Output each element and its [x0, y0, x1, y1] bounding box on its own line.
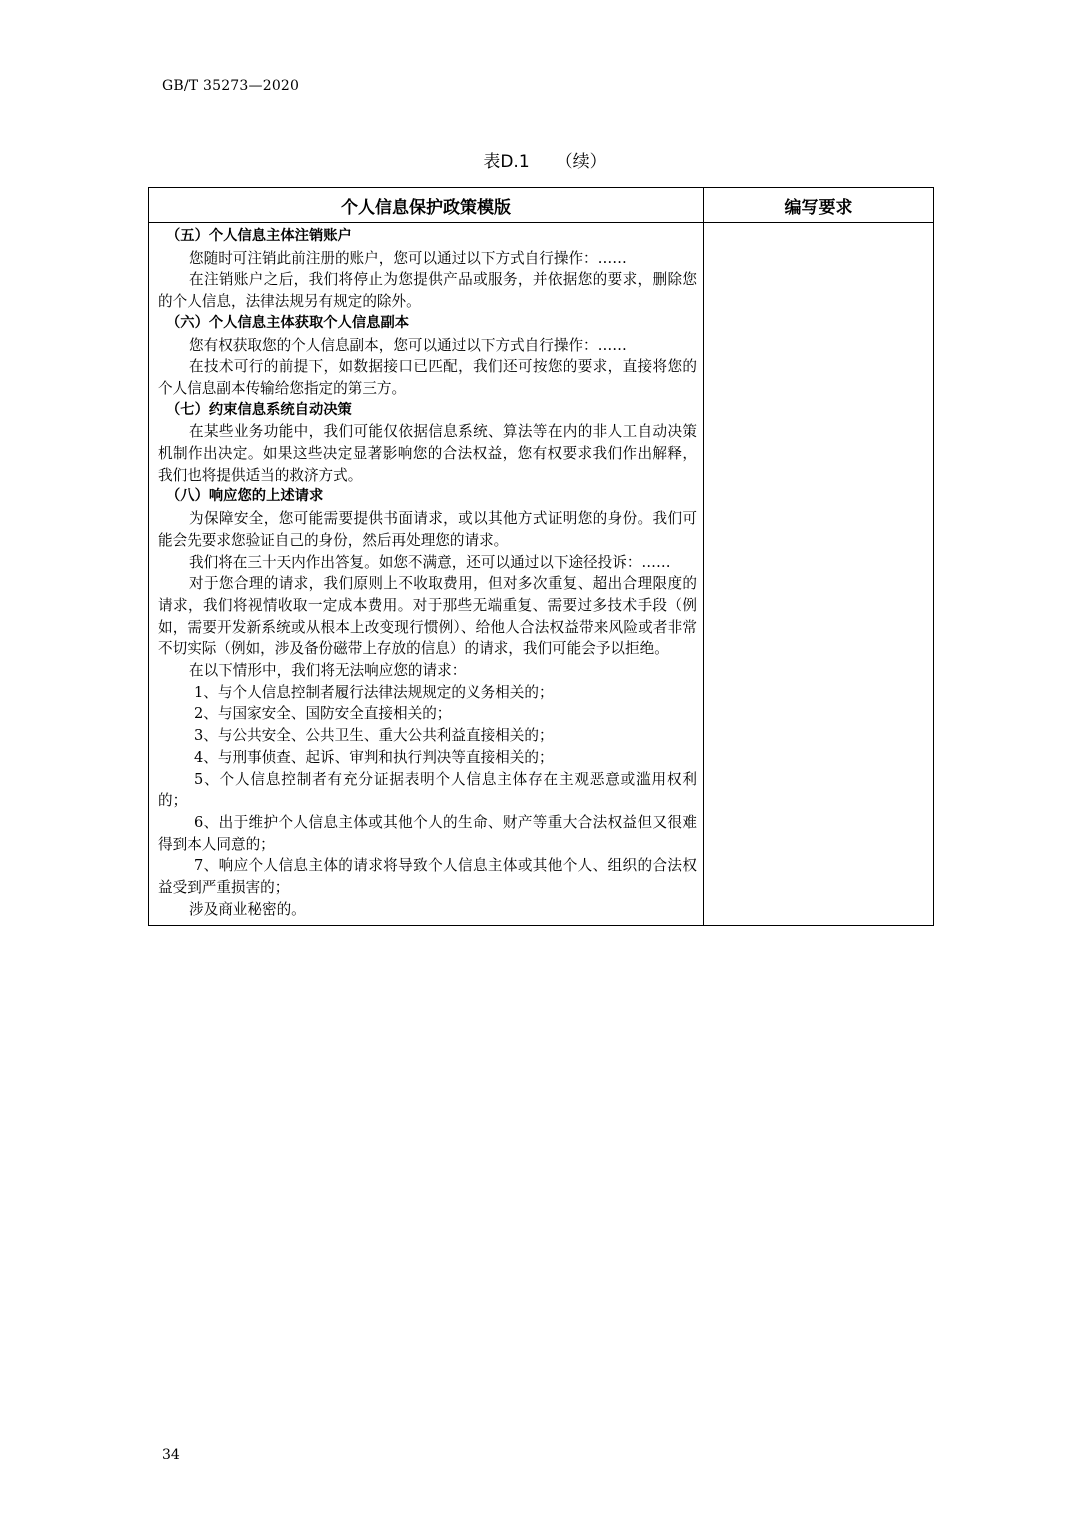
section-heading: （六）个人信息主体获取个人信息副本: [166, 314, 410, 331]
table-caption-continued: （续）: [555, 152, 607, 172]
paragraph: 涉及商业秘密的。: [189, 900, 306, 918]
standard-code: GB/T 35273—2020: [162, 78, 300, 94]
paragraph: 您有权获取您的个人信息副本，您可以通过以下方式自行操作：……: [189, 336, 627, 354]
table-caption: [0, 147, 1080, 172]
paragraph: 对于您合理的请求，我们原则上不收取费用，但对多次重复、超出合理限度的请求，我们将视情收取一定成本费用。对于那些无端重复、需要过多技术手段（例如，需要开发新系统或从根本上改变现行惯例）、给他人合法权益带来风险或者非常不切实际（例如，涉及备份磁带上存放的信息）的请求，我们可能会予以拒绝。: [158, 575, 697, 658]
paragraph: 在以下情形中，我们将无法响应您的请求：: [189, 662, 467, 680]
list-item: 7、响应个人信息主体的请求将导致个人信息主体或其他个人、组织的合法权益受到严重损害的；: [158, 857, 697, 897]
paragraph: 在某些业务功能中，我们可能仅依据信息系统、算法等在内的非人工自动决策机制作出决定。如果这些决定显著影响您的合法权益，您有权要求我们作出解释，我们也将提供适当的救济方式。: [158, 423, 697, 484]
paragraph: 您随时可注销此前注册的账户，您可以通过以下方式自行操作：……: [189, 249, 627, 267]
template-content: [149, 223, 703, 925]
list-item: 2、与国家安全、国防安全直接相关的；: [194, 705, 452, 723]
paragraph: 在技术可行的前提下，如数据接口已匹配，我们还可按您的要求，直接将您的个人信息副本传输给您指定的第三方。: [158, 358, 697, 397]
list-item: 5、个人信息控制者有充分证据表明个人信息主体存在主观恶意或滥用权利的；: [158, 770, 697, 810]
table-header-row: [149, 188, 934, 223]
requirements-cell: [704, 223, 934, 926]
column-header-template: 个人信息保护政策模版: [149, 188, 704, 223]
policy-template-table: [148, 187, 934, 926]
list-item: 4、与刑事侦查、起诉、审判和执行判决等直接相关的；: [194, 748, 554, 766]
paragraph: 为保障安全，您可能需要提供书面请求，或以其他方式证明您的身份。我们可能会先要求您验证自己的身份，然后再处理您的请求。: [158, 510, 697, 549]
page-number: 34: [162, 1447, 180, 1463]
template-cell: [149, 223, 704, 926]
paragraph: 在注销账户之后，我们将停止为您提供产品或服务，并依据您的要求，删除您的个人信息，法律法规另有规定的除外。: [158, 271, 697, 311]
paragraph: 我们将在三十天内作出答复。如您不满意，还可以通过以下途径投诉：……: [189, 553, 671, 571]
list-item: 6、出于维护个人信息主体或其他个人的生命、财产等重大合法权益但又很难得到本人同意的；: [158, 813, 697, 853]
section-heading: （八）响应您的上述请求: [166, 488, 324, 505]
section-heading: （七）约束信息系统自动决策: [166, 401, 352, 418]
list-item: 3、与公共安全、公共卫生、重大公共利益直接相关的；: [194, 727, 554, 745]
list-item: 1、与个人信息控制者履行法律法规规定的义务相关的；: [194, 683, 554, 701]
column-header-requirements: 编写要求: [704, 188, 934, 223]
table-caption-label: 表D.1: [483, 152, 530, 172]
section-heading: （五）个人信息主体注销账户: [166, 228, 352, 244]
table-row: [149, 223, 934, 926]
